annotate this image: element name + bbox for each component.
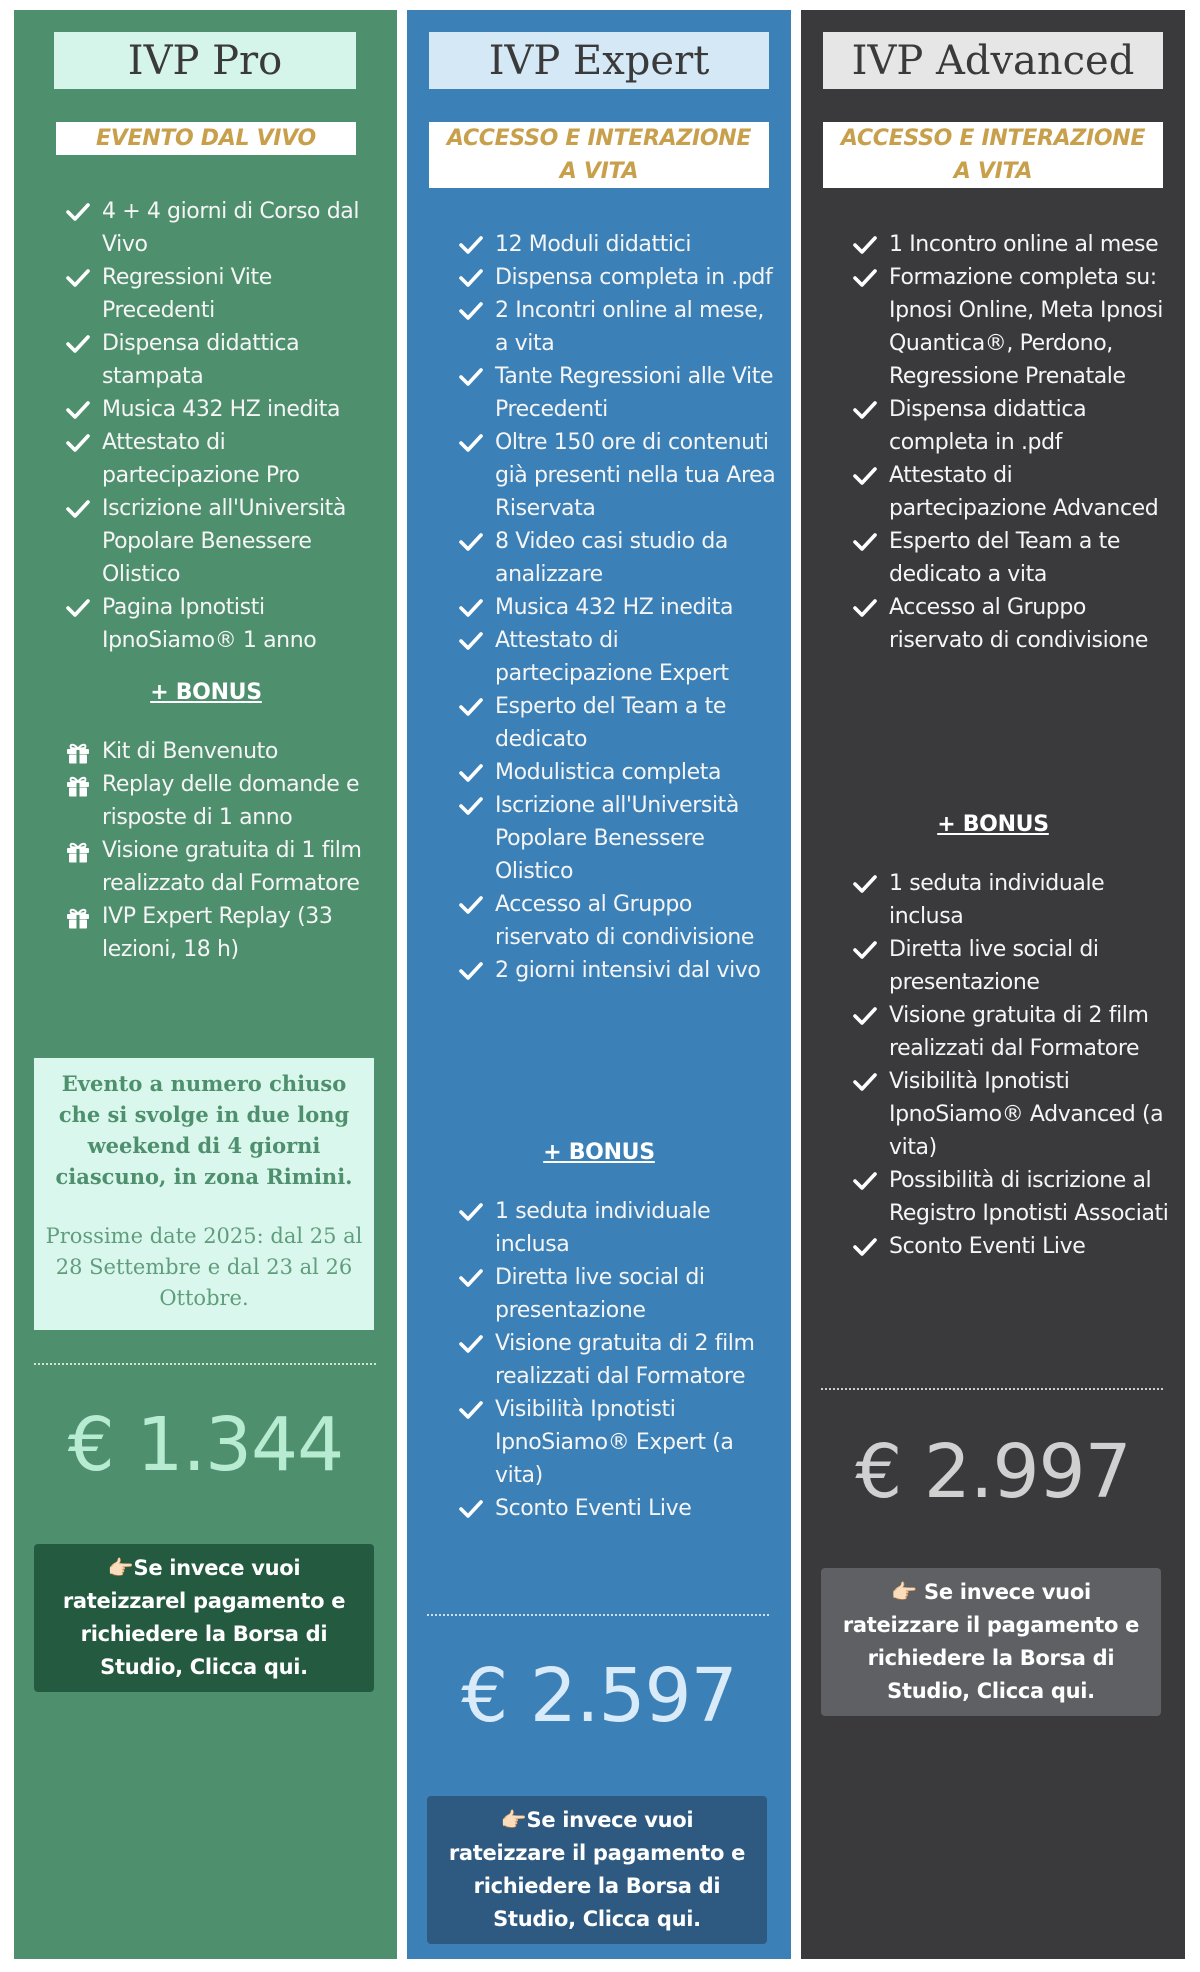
bonus-item <box>851 1065 1171 1164</box>
item-text: 1 seduta individuale inclusa <box>889 871 1105 929</box>
bonus-item <box>851 1164 1171 1230</box>
feature-item <box>851 591 1171 657</box>
installment-cta-button[interactable]: 👉🏻Se invece vuoi rateizzare il pagamento e richiedere la Borsa di Studio, Clicca qui. <box>427 1796 767 1944</box>
installment-cta-button[interactable]: 👉🏻 Se invece vuoi rateizzare il pagamento e richiedere la Borsa di Studio, Clicca qui. <box>821 1568 1161 1716</box>
bonus-heading[interactable]: + BONUS <box>937 812 1049 837</box>
feature-item <box>457 789 777 888</box>
item-text: Visione gratuita di 2 film realizzati dal Formatore <box>495 1331 755 1389</box>
check-icon <box>459 1262 487 1292</box>
item-text: Visione gratuita di 2 film realizzati dal Formatore <box>889 1003 1149 1061</box>
item-text: Accesso al Gruppo riservato di condivisione <box>889 595 1149 653</box>
item-text: Tante Regressioni alle Vite Precedenti <box>495 364 774 422</box>
feature-item <box>64 261 384 327</box>
bonus-item <box>851 867 1171 933</box>
item-text: Kit di Benvenuto <box>102 739 278 764</box>
feature-item <box>457 426 777 525</box>
item-text: 1 Incontro online al mese <box>889 232 1159 257</box>
check-icon <box>459 757 487 787</box>
price: € 2.597 <box>461 1653 737 1739</box>
bonus-item <box>851 1230 1171 1263</box>
check-icon <box>459 592 487 622</box>
feature-item <box>457 261 777 294</box>
item-text: Attestato di partecipazione Expert <box>495 628 729 686</box>
check-icon <box>459 427 487 457</box>
bonus-item <box>64 834 384 900</box>
price: € 2.997 <box>855 1429 1131 1515</box>
check-icon <box>459 1394 487 1424</box>
bonus-item <box>457 1492 777 1525</box>
feature-item <box>851 228 1171 261</box>
bonus-item <box>64 768 384 834</box>
plan-subtitle: ACCESSO E INTERAZIONE A VITA <box>429 122 769 188</box>
check-icon <box>459 229 487 259</box>
feature-item <box>457 525 777 591</box>
plan-column-pro <box>14 10 397 1959</box>
item-text: 12 Moduli didattici <box>495 232 692 257</box>
feature-list <box>457 228 777 987</box>
check-icon <box>459 955 487 985</box>
plan-subtitle: ACCESSO E INTERAZIONE A VITA <box>823 122 1163 188</box>
item-text: Oltre 150 ore di contenuti già presenti nella tua Area Riservata <box>495 430 776 521</box>
check-icon <box>66 592 94 622</box>
item-text: Pagina Ipnotisti IpnoSiamo® 1 anno <box>102 595 317 653</box>
check-icon <box>459 1196 487 1226</box>
check-icon <box>459 1328 487 1358</box>
item-text: Diretta live social di presentazione <box>495 1265 705 1323</box>
item-text: Regressioni Vite Precedenti <box>102 265 272 323</box>
item-text: Replay delle domande e risposte di 1 anno <box>102 772 360 830</box>
item-text: Iscrizione all'Università Popolare Benessere Olistico <box>495 793 739 884</box>
item-text: Iscrizione all'Università Popolare Benessere Olistico <box>102 496 346 587</box>
feature-list <box>64 195 384 657</box>
feature-item <box>64 492 384 591</box>
plan-title: IVP Advanced <box>823 32 1163 89</box>
item-text: Visibilità Ipnotisti IpnoSiamo® Expert (a vita) <box>495 1397 734 1488</box>
feature-item <box>64 195 384 261</box>
feature-item <box>457 690 777 756</box>
item-text: Visibilità Ipnotisti IpnoSiamo® Advanced (a vita) <box>889 1069 1164 1160</box>
item-text: Modulistica completa <box>495 760 722 785</box>
feature-item <box>64 426 384 492</box>
item-text: 2 giorni intensivi dal vivo <box>495 958 761 983</box>
bonus-item <box>851 999 1171 1065</box>
feature-item <box>64 591 384 657</box>
bonus-item <box>64 900 384 966</box>
check-icon <box>853 1000 881 1030</box>
check-icon <box>853 1066 881 1096</box>
bonus-item <box>64 735 384 768</box>
feature-item <box>457 360 777 426</box>
check-icon <box>853 262 881 292</box>
check-icon <box>459 691 487 721</box>
feature-item <box>457 228 777 261</box>
check-icon <box>459 526 487 556</box>
item-text: Visione gratuita di 1 film realizzato dal Formatore <box>102 838 362 896</box>
feature-item <box>457 954 777 987</box>
check-icon <box>66 394 94 424</box>
check-icon <box>459 889 487 919</box>
item-text: Musica 432 HZ inedita <box>495 595 734 620</box>
bonus-item <box>457 1393 777 1492</box>
item-text: Esperto del Team a te dedicato a vita <box>889 529 1120 587</box>
bonus-list <box>457 1195 777 1525</box>
bonus-list <box>64 735 384 966</box>
check-icon <box>853 460 881 490</box>
notice-text: Evento a numero chiuso che si svolge in due long weekend di 4 giorni ciascuno, in zona Rimini. <box>55 1071 353 1189</box>
check-icon <box>66 196 94 226</box>
bonus-heading[interactable]: + BONUS <box>150 680 262 705</box>
feature-item <box>457 591 777 624</box>
plan-title: IVP Pro <box>54 32 356 89</box>
feature-item <box>851 393 1171 459</box>
item-text: Dispensa didattica stampata <box>102 331 300 389</box>
gift-icon <box>66 901 94 931</box>
feature-item <box>457 756 777 789</box>
item-text: Attestato di partecipazione Advanced <box>889 463 1159 521</box>
check-icon <box>66 262 94 292</box>
check-icon <box>66 427 94 457</box>
item-text: Sconto Eventi Live <box>889 1234 1086 1259</box>
check-icon <box>853 1165 881 1195</box>
item-text: 1 seduta individuale inclusa <box>495 1199 711 1257</box>
item-text: Attestato di partecipazione Pro <box>102 430 300 488</box>
gift-icon <box>66 769 94 799</box>
bonus-item <box>851 933 1171 999</box>
check-icon <box>853 934 881 964</box>
item-text: Esperto del Team a te dedicato <box>495 694 726 752</box>
divider <box>427 1614 769 1616</box>
check-icon <box>66 493 94 523</box>
bonus-heading[interactable]: + BONUS <box>543 1140 655 1165</box>
feature-item <box>851 459 1171 525</box>
item-text: Accesso al Gruppo riservato di condivisione <box>495 892 755 950</box>
item-text: 4 + 4 giorni di Corso dal Vivo <box>102 199 360 257</box>
check-icon <box>853 394 881 424</box>
plan-subtitle: EVENTO DAL VIVO <box>56 122 356 155</box>
bonus-item <box>457 1261 777 1327</box>
check-icon <box>459 1493 487 1523</box>
price: € 1.344 <box>67 1402 344 1488</box>
gift-icon <box>66 835 94 865</box>
item-text: 2 Incontri online al mese, a vita <box>495 298 764 356</box>
event-notice <box>34 1058 374 1330</box>
check-icon <box>853 1231 881 1261</box>
plan-title: IVP Expert <box>429 32 769 89</box>
item-text: Possibilità di iscrizione al Registro Ipnotisti Associati <box>889 1168 1169 1226</box>
item-text: Sconto Eventi Live <box>495 1496 692 1521</box>
plan-column-expert <box>407 10 791 1959</box>
feature-item <box>64 327 384 393</box>
check-icon <box>459 790 487 820</box>
feature-item <box>457 294 777 360</box>
check-icon <box>853 229 881 259</box>
check-icon <box>459 295 487 325</box>
check-icon <box>853 592 881 622</box>
item-text: Diretta live social di presentazione <box>889 937 1099 995</box>
feature-item <box>851 525 1171 591</box>
gift-icon <box>66 736 94 766</box>
feature-item <box>457 624 777 690</box>
divider <box>821 1388 1163 1390</box>
item-text: Dispensa didattica completa in .pdf <box>889 397 1087 455</box>
item-text: Dispensa completa in .pdf <box>495 265 773 290</box>
feature-item <box>457 888 777 954</box>
check-icon <box>853 868 881 898</box>
bonus-item <box>457 1327 777 1393</box>
check-icon <box>459 262 487 292</box>
bonus-list <box>851 867 1171 1263</box>
installment-cta-button[interactable]: 👉🏻Se invece vuoi rateizzarel pagamento e richiedere la Borsa di Studio, Clicca qui. <box>34 1544 374 1692</box>
check-icon <box>459 361 487 391</box>
check-icon <box>853 526 881 556</box>
item-text: Musica 432 HZ inedita <box>102 397 341 422</box>
item-text: 8 Video casi studio da analizzare <box>495 529 728 587</box>
notice-dates: Prossime date 2025: dal 25 al 28 Settembre e dal 23 al 26 Ottobre. <box>45 1224 363 1310</box>
divider <box>34 1363 376 1365</box>
feature-list <box>851 228 1171 657</box>
bonus-item <box>457 1195 777 1261</box>
feature-item <box>64 393 384 426</box>
item-text: IVP Expert Replay (33 lezioni, 18 h) <box>102 904 333 962</box>
feature-item <box>851 261 1171 393</box>
check-icon <box>66 328 94 358</box>
plan-column-advanced <box>801 10 1185 1959</box>
check-icon <box>459 625 487 655</box>
item-text: Formazione completa su: Ipnosi Online, Meta Ipnosi Quantica®, Perdono, Regressione Prenatale <box>889 265 1164 389</box>
